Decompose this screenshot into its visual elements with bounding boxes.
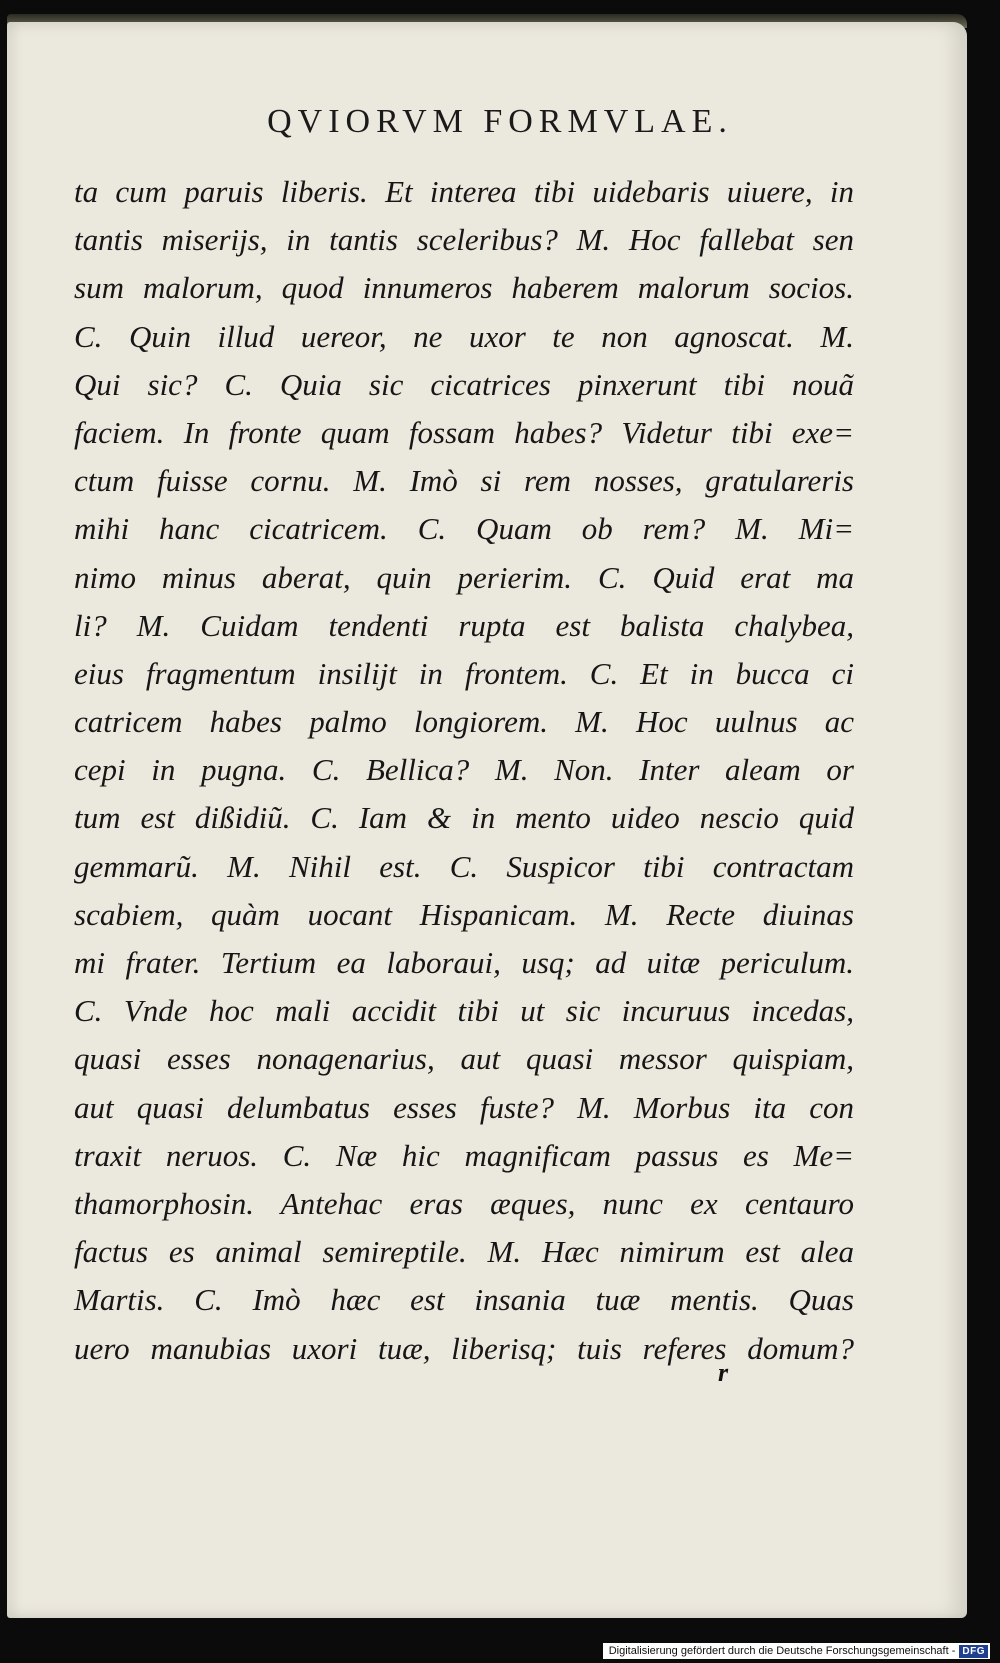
text-line: li? M. Cuidam tendenti rupta est balista chalybea,	[74, 607, 854, 643]
text-line: thamorphosin. Antehac eras æques, nunc ex centauro	[74, 1185, 854, 1221]
text-line: tantis miserijs, in tantis sceleribus? M. Hoc fallebat sen	[74, 222, 854, 258]
text-line: C. Vnde hoc mali accidit tibi ut sic incuruus incedas,	[74, 993, 854, 1029]
text-line: quasi esses nonagenarius, aut quasi messor quispiam,	[74, 1041, 854, 1077]
text-line: gemmarũ. M. Nihil est. C. Suspicor tibi contractam	[74, 848, 854, 884]
text-line: Qui sic? C. Quia sic cicatrices pinxerunt tibi nouã	[74, 366, 854, 402]
digitization-footer	[603, 1643, 990, 1659]
text-line: uero manubias uxori tuæ, liberisq; tuis referes domum?	[74, 1330, 854, 1366]
text-line: catricem habes palmo longiorem. M. Hoc uulnus ac	[74, 704, 854, 740]
text-line: mihi hanc cicatricem. C. Quam ob rem? M. Mi=	[74, 511, 854, 547]
text-line: ta cum paruis liberis. Et interea tibi uidebaris uiuere, in	[74, 174, 854, 209]
dfg-logo-icon[interactable]: DFG	[959, 1645, 988, 1658]
text-line: mi frater. Tertium ea laboraui, usq; ad uitæ periculum.	[74, 945, 854, 980]
text-line: Martis. C. Imò hæc est insania tuæ mentis. Quas	[74, 1282, 854, 1318]
text-line: traxit neruos. C. Næ hic magnificam passus es Me=	[74, 1137, 854, 1173]
text-line: C. Quin illud uereor, ne uxor te non agnoscat. M.	[74, 318, 854, 354]
text-line: faciem. In fronte quam fossam habes? Videtur tibi exe=	[74, 414, 854, 450]
text-line: eius fragmentum insilijt in frontem. C. Et in bucca ci	[74, 655, 854, 691]
text-line: scabiem, quàm uocant Hispanicam. M. Recte diuinas	[74, 896, 854, 932]
text-line: nimo minus aberat, quin perierim. C. Quid erat ma	[74, 559, 854, 595]
footer-credit: Digitalisierung gefördert durch die Deutsche Forschungsgemeinschaft -	[608, 1645, 956, 1657]
text-line: factus es animal semireptile. M. Hæc nimirum est alea	[74, 1234, 854, 1270]
page-body-text	[74, 168, 854, 1373]
text-line: sum malorum, quod innumeros haberem malorum socios.	[74, 270, 854, 306]
text-line: aut quasi delumbatus esses fuste? M. Morbus ita con	[74, 1089, 854, 1125]
catchword: r	[718, 1358, 729, 1387]
running-head: QVIORVM FORMVLAE.	[267, 103, 733, 140]
text-line: tum est dißidiũ. C. Iam & in mento uideo nescio quid	[74, 800, 854, 836]
text-line: ctum fuisse cornu. M. Imò si rem nosses, gratulareris	[74, 463, 854, 499]
text-line: cepi in pugna. C. Bellica? M. Non. Inter aleam or	[74, 752, 854, 788]
